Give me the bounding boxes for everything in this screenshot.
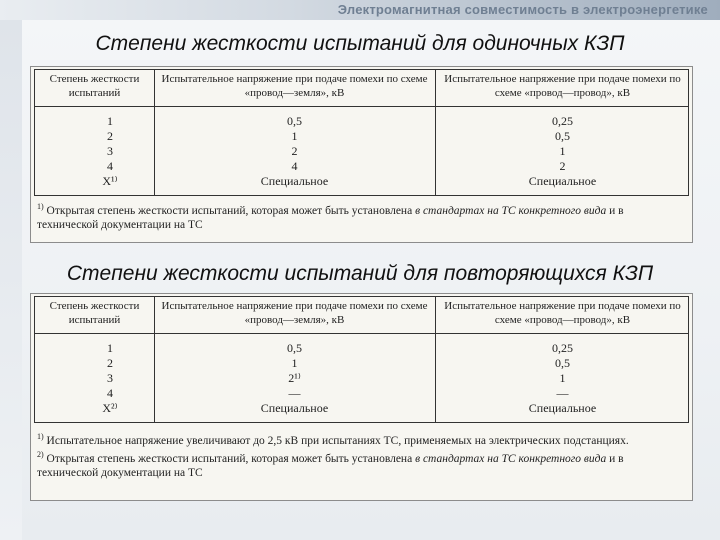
footnote-text: Открытая степень жесткости испытаний, которая может быть установлена: [46, 204, 413, 217]
table-cell: 2: [291, 144, 298, 158]
top-header-bar: [0, 0, 720, 20]
table-cell: Специальное: [528, 401, 597, 415]
table1-col3-values: [435, 114, 690, 189]
table-cell: 3: [107, 144, 113, 158]
footnote-italic: в стандартах на ТС конкретного вида: [415, 204, 607, 217]
table-cell: 2: [107, 129, 113, 143]
table2-header-col2: Испытательное напряжение при подаче помехи по схеме «провод—земля», кВ: [161, 300, 428, 326]
footnote-1: [37, 430, 686, 448]
table-cell: X¹⁾: [102, 174, 118, 188]
table2-scan: [30, 293, 693, 501]
footnote-text: и в технической документации на ТС: [37, 452, 624, 479]
footnote-text: и в технической документации на ТС: [37, 204, 624, 231]
table-cell: 2¹⁾: [288, 371, 301, 385]
footnote-marker: 2): [37, 449, 44, 459]
table1-header-col1: Степень жесткости испытаний: [49, 73, 140, 99]
table-cell: —: [556, 386, 569, 400]
table2-header-row: [35, 297, 688, 334]
table-cell: 1: [291, 356, 298, 370]
table-cell: 3: [107, 371, 113, 385]
table-cell: Специальное: [260, 174, 329, 188]
footnote-italic: в стандартах на ТС конкретного вида: [415, 452, 607, 465]
table2-footnotes: [37, 430, 686, 480]
table-cell: 4: [107, 159, 113, 173]
table2: [34, 296, 689, 423]
table-cell: X²⁾: [102, 401, 118, 415]
table-cell: 1: [559, 144, 566, 158]
table1-footnote: [37, 200, 686, 232]
table-cell: 0,25: [552, 114, 573, 128]
table1-scan: [30, 66, 693, 243]
table1-col2-values: [154, 114, 435, 189]
footnote-2: [37, 448, 686, 480]
table-cell: 4: [291, 159, 298, 173]
table-cell: Специальное: [528, 174, 597, 188]
header-title: Электромагнитная совместимость в электроэнергетике: [337, 2, 708, 17]
table-cell: 1: [291, 129, 298, 143]
section1-title: Степени жесткости испытаний для одиночных КЗП: [95, 32, 625, 55]
table-cell: Специальное: [260, 401, 329, 415]
table-cell: 1: [107, 341, 113, 355]
table2-header-col3: Испытательное напряжение при подаче помехи по схеме «провод—провод», кВ: [444, 300, 681, 326]
footnote-marker: 1): [37, 432, 44, 441]
footnote-text: Открытая степень жесткости испытаний, которая может быть установлена: [46, 452, 413, 465]
table-cell: 1: [107, 114, 113, 128]
table-cell: 0,5: [555, 129, 570, 143]
table1-header-row: [35, 70, 688, 107]
table-cell: 0,25: [552, 341, 573, 355]
table-cell: 1: [559, 371, 566, 385]
table-cell: 0,5: [555, 356, 570, 370]
table2-header-col1: Степень жесткости испытаний: [49, 300, 140, 326]
table-cell: —: [288, 386, 301, 400]
table2-col2-values: [154, 341, 435, 416]
table1-header-col2: Испытательное напряжение при подаче помехи по схеме «провод—земля», кВ: [161, 73, 428, 99]
table-cell: 0,5: [287, 114, 302, 128]
table-cell: 2: [559, 159, 566, 173]
footnote-text: Испытательное напряжение увеличивают до 2,5 кВ при испытаниях ТС, применяемых на электрических подстанциях.: [46, 434, 629, 447]
footnote-marker: 1): [37, 202, 44, 211]
table1-header-col3: Испытательное напряжение при подаче помехи по схеме «провод—провод», кВ: [444, 73, 681, 99]
table-cell: 0,5: [287, 341, 302, 355]
section2-title: Степени жесткости испытаний для повторяющихся КЗП: [66, 262, 654, 285]
table2-col3-values: [435, 341, 690, 416]
table-cell: 4: [107, 386, 113, 400]
table1: [34, 69, 689, 196]
table-cell: 2: [107, 356, 113, 370]
